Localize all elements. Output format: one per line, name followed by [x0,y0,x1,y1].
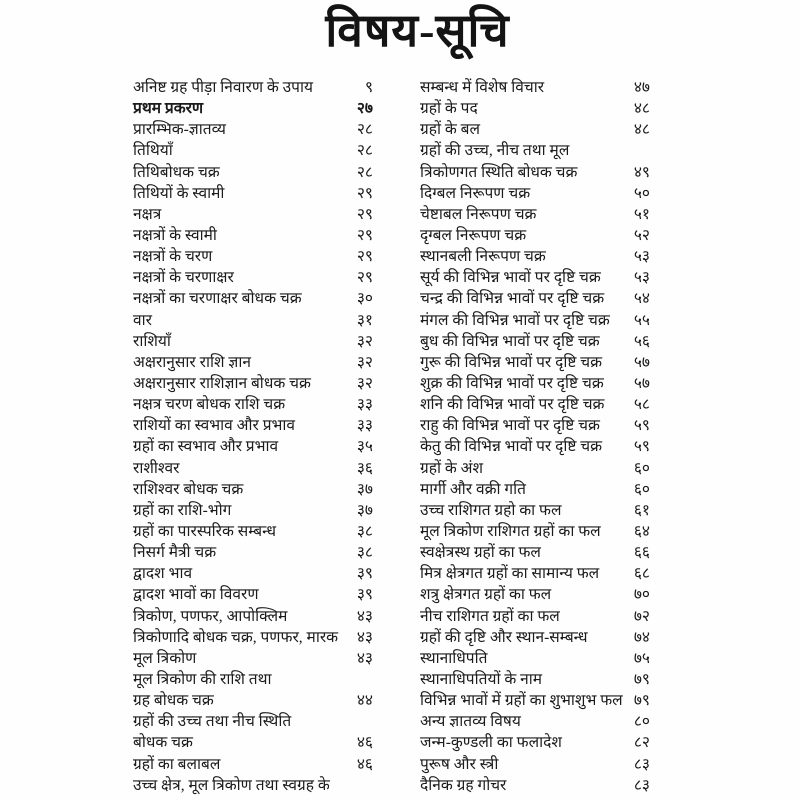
toc-entry-title: ग्रह बोधक चक्र [133,692,214,710]
toc-entry-title: मूल त्रिकोण राशिगत ग्रहों का फल [420,522,601,540]
toc-entry-title: ग्रहों की दृष्टि और स्थान-सम्बन्ध [420,628,588,646]
toc-entry-page-number: ३९ [356,565,373,583]
toc-entry [420,479,650,500]
toc-entry-title: राहु की विभिन्न भावों पर दृष्टि चक्र [420,417,600,435]
toc-entry [420,225,650,246]
toc-entry-title: राशीश्वर [133,459,180,477]
toc-entry-page-number: ४४ [356,692,373,710]
toc-entry-title: अनिष्ट ग्रह पीड़ा निवारण के उपाय [133,79,313,96]
toc-entry [420,140,650,161]
toc-entry-title: उच्च क्षेत्र, मूल त्रिकोण तथा स्वग्रह के [133,776,330,794]
toc-entry-page-number: ७५ [633,649,650,667]
toc-entry [420,162,650,183]
toc-entry [420,669,650,690]
toc-entry-title: गुरू की विभिन्न भावों पर दृष्टि चक्र [420,353,603,371]
toc-entry [133,246,373,267]
toc-entry-title: जन्म-कुण्डली का फलादेश [420,734,562,752]
toc-entry [133,563,373,584]
toc-entry-page-number: २९ [356,226,373,244]
page-title: विषय-सूचि [325,5,510,56]
toc-entry [133,373,373,394]
toc-entry-title: पुरूष और स्त्री [420,755,499,773]
toc-entry-page-number: ४३ [356,649,373,667]
toc-entry-page-number: ६८ [633,565,650,583]
toc-entry-page-number: ५३ [633,248,650,266]
toc-entry-title: मंगल की विभिन्न भावों पर दृष्टि चक्र [420,311,610,329]
toc-entry-title: शत्रु क्षेत्रगत ग्रहों का फल [420,586,552,604]
toc-entry [133,436,373,457]
toc-entry-title: ग्रहों का पारस्परिक सम्बन्ध [133,522,276,540]
toc-entry [133,458,373,479]
toc-entry [420,584,650,605]
toc-entry-title: नक्षत्र चरण बोधक राशि चक्र [133,396,286,414]
toc-entry-title: ग्रहों के पद [420,100,478,118]
toc-entry-page-number: ३० [356,290,373,308]
toc-entry-title: अक्षरानुसार राशि ज्ञान [133,353,251,371]
toc-column-right [420,77,650,796]
toc-entry-title: केतु की विभिन्न भावों पर दृष्टि चक्र [420,438,603,456]
toc-entry-page-number: ४६ [356,755,373,773]
toc-entry-title: दृग्बल निरूपण चक्र [420,226,527,244]
toc-entry-title: नक्षत्रों के चरण [133,248,213,266]
toc-entry-title: नक्षत्रों के चरणाक्षर [133,269,234,287]
toc-entry-title: स्थानबली निरूपण चक्र [420,248,546,266]
toc-entry-title: स्थानाधिपतियों के नाम [420,670,543,688]
toc-entry [133,77,373,98]
toc-entry-page-number: ३८ [356,544,373,562]
toc-entry [420,436,650,457]
toc-entry [133,711,373,732]
toc-entry [133,119,373,140]
toc-entry [133,267,373,288]
toc-entry-page-number: ५९ [633,438,650,456]
toc-entry [420,119,650,140]
toc-entry-page-number: ३७ [356,480,373,498]
toc-entry-title: मूल त्रिकोण [133,649,197,667]
toc-entry-page-number: २८ [356,163,373,181]
toc-entry-page-number: ६१ [633,501,650,519]
toc-entry-title: ग्रहों का बलाबल [133,755,221,773]
toc-entry [420,775,650,796]
toc-entry-title: चेष्टाबल निरूपण चक्र [420,205,537,223]
toc-entry-title: ग्रहों के अंश [420,459,484,477]
toc-entry [133,584,373,605]
toc-entry [420,331,650,352]
toc-entry-page-number: ३५ [356,438,373,456]
toc-entry-title: मूल त्रिकोण की राशि तथा [133,670,272,688]
toc-entry-page-number: २९ [356,184,373,202]
toc-entry-page-number: ५५ [633,311,650,329]
toc-entry-title: चन्द्र की विभिन्न भावों पर दृष्टि चक्र [420,290,605,308]
toc-entry-title: द्वादश भावों का विवरण [133,586,259,604]
toc-entry [420,77,650,98]
toc-entry-title: बुध की विभिन्न भावों पर दृष्टि चक्र [420,332,600,350]
toc-column-left [133,77,373,796]
toc-entry-page-number: ३३ [356,396,373,414]
toc-entry [133,140,373,161]
toc-entry [133,394,373,415]
toc-entry-page-number: ४६ [356,734,373,752]
toc-entry-title: त्रिकोण, पणफर, आपोक्लिम [133,607,288,625]
toc-entry-page-number: ४८ [633,100,650,118]
toc-entry-page-number: २९ [356,248,373,266]
toc-entry-page-number: ५६ [633,332,650,350]
toc-entry-title: राशियाँ [133,332,171,350]
toc-entry [420,267,650,288]
toc-entry [133,183,373,204]
toc-entry [420,711,650,732]
toc-entry-page-number: ३३ [356,417,373,435]
toc-entry-page-number: ३६ [356,459,373,477]
toc-entry [420,246,650,267]
toc-entry-page-number: ५१ [633,205,650,223]
toc-entry [420,732,650,753]
toc-entry-title: तिथियों के स्वामी [133,184,225,202]
toc-entry [133,690,373,711]
toc-entry [133,204,373,225]
toc-entry [133,98,373,119]
toc-entry-page-number: ७४ [633,628,650,646]
toc-entry-title: ग्रहों की उच्च, नीच तथा मूल [420,142,570,160]
toc-entry [420,521,650,542]
toc-entry-page-number: ५४ [633,290,650,308]
toc-entry-title: त्रिकोणादि बोधक चक्र, पणफर, मारक [133,628,339,646]
toc-entry [420,500,650,521]
toc-entry-title: ग्रहों का राशि-भोग [133,501,232,519]
toc-entry-page-number: ५० [633,184,650,202]
toc-entry-title: ग्रहों की उच्च तथा नीच स्थिति [133,713,292,731]
toc-entry-page-number: ८३ [633,776,650,794]
toc-entry [420,563,650,584]
toc-entry-page-number: ७० [633,586,650,604]
toc-entry [420,310,650,331]
toc-entry-page-number: ५२ [633,226,650,244]
toc-entry-title: प्रारम्भिक-ज्ञातव्य [133,121,226,139]
toc-entry-title: तिथियाँ [133,142,173,160]
toc-entry [420,627,650,648]
toc-entry [133,669,373,690]
toc-entry-page-number: ८२ [633,734,650,752]
toc-entry-title: नक्षत्रों के स्वामी [133,226,217,244]
toc-entry [133,500,373,521]
toc-entry [133,288,373,309]
toc-entry-page-number: ७९ [633,670,650,688]
toc-entry-title: दिग्बल निरूपण चक्र [420,184,531,202]
toc-entry-title: ग्रहों का स्वभाव और प्रभाव [133,438,279,456]
toc-entry-title: दैनिक ग्रह गोचर [420,776,507,794]
toc-entry-title: सम्बन्ध में विशेष विचार [420,79,545,96]
toc-entry [133,775,373,796]
toc-entry-title: त्रिकोणगत स्थिति बोधक चक्र [420,163,578,181]
toc-entry-page-number: २८ [356,121,373,139]
toc-entry-page-number: ४७ [633,79,650,96]
toc-entry [133,479,373,500]
toc-entry [420,352,650,373]
toc-entry-page-number: ९ [364,79,373,96]
toc-entry-title: तिथिबोधक चक्र [133,163,220,181]
toc-entry [420,394,650,415]
toc-entry [133,606,373,627]
toc-entry-title: बोधक चक्र [133,734,193,752]
toc-entry-page-number: ३७ [356,501,373,519]
toc-entry [420,690,650,711]
toc-entry-title: नक्षत्रों का चरणाक्षर बोधक चक्र [133,290,302,308]
toc-entry-page-number: ६० [633,480,650,498]
toc-entry [133,521,373,542]
toc-entry-page-number: ६० [633,459,650,477]
toc-entry [133,542,373,563]
toc-entry-title: ग्रहों के बल [420,121,481,139]
toc-entry-title: स्वक्षेत्रस्थ ग्रहों का फल [420,544,541,562]
toc-entry-title: उच्च राशिगत ग्रहो का फल [420,501,562,519]
toc-entry [133,648,373,669]
toc-entry [133,627,373,648]
toc-entry [133,331,373,352]
toc-entry-page-number: २९ [356,205,373,223]
toc-entry-title: विभिन्न भावों में ग्रहों का शुभाशुभ फल [420,692,623,710]
toc-entry-page-number: ४३ [356,628,373,646]
toc-entry-page-number: ५३ [633,269,650,287]
toc-entry-title: शुक्र की विभिन्न भावों पर दृष्टि चक्र [420,374,604,392]
toc-entry-title: राशियों का स्वभाव और प्रभाव [133,417,296,435]
toc-entry [133,225,373,246]
toc-entry [420,288,650,309]
toc-entry [420,415,650,436]
toc-entry-title: अक्षरानुसार राशिज्ञान बोधक चक्र [133,374,311,392]
toc-entry-page-number: ६४ [633,522,650,540]
toc-entry [420,373,650,394]
toc-entry [420,542,650,563]
toc-entry [420,606,650,627]
toc-entry [133,162,373,183]
toc-entry-title: सूर्य की विभिन्न भावों पर दृष्टि चक्र [420,269,601,287]
toc-entry-title: द्वादश भाव [133,565,193,583]
toc [133,77,650,796]
toc-entry-title: मार्गी और वक्री गति [420,480,526,498]
toc-entry-page-number: ४८ [633,121,650,139]
toc-entry-page-number: ६६ [633,544,650,562]
toc-entry [133,415,373,436]
toc-entry-title: अन्य ज्ञातव्य विषय [420,713,521,731]
toc-entry-title: नक्षत्र [133,205,162,223]
toc-entry-title: निसर्ग मैत्री चक्र [133,544,217,562]
toc-entry-title: वार [133,311,152,329]
toc-entry-title: मित्र क्षेत्रगत ग्रहों का सामान्य फल [420,565,600,583]
toc-entry-page-number: ५८ [633,396,650,414]
toc-entry-page-number: ३८ [356,522,373,540]
toc-entry [420,183,650,204]
toc-entry [133,352,373,373]
toc-entry-page-number: ५७ [633,353,650,371]
toc-entry-page-number: २७ [356,100,373,118]
toc-entry-page-number: ८० [633,713,650,731]
toc-entry-title: नीच राशिगत ग्रहों का फल [420,607,560,625]
toc-entry-page-number: ८३ [633,755,650,773]
toc-entry [133,310,373,331]
toc-entry-title: राशिश्वर बोधक चक्र [133,480,244,498]
toc-entry-title: स्थानाधिपति [420,649,488,667]
toc-entry-page-number: ५७ [633,374,650,392]
toc-entry [420,98,650,119]
toc-entry-page-number: ४९ [633,163,650,181]
toc-entry-page-number: २९ [356,269,373,287]
toc-entry [133,754,373,775]
toc-entry-page-number: ५९ [633,417,650,435]
toc-entry [133,732,373,753]
toc-entry-page-number: ३२ [356,332,373,350]
toc-entry-page-number: ३२ [356,374,373,392]
toc-entry-page-number: ४३ [356,607,373,625]
toc-entry-page-number: ३९ [356,586,373,604]
toc-entry [420,754,650,775]
toc-entry [420,204,650,225]
toc-entry [420,648,650,669]
toc-entry-page-number: ३१ [356,311,373,329]
toc-entry-page-number: ३२ [356,353,373,371]
toc-entry-page-number: ७२ [633,607,650,625]
toc-entry-title: प्रथम प्रकरण [133,100,204,118]
toc-entry-title: शनि की विभिन्न भावों पर दृष्टि चक्र [420,396,605,414]
toc-entry-page-number: ७९ [633,692,650,710]
toc-entry [420,458,650,479]
toc-entry-page-number: २८ [356,142,373,160]
